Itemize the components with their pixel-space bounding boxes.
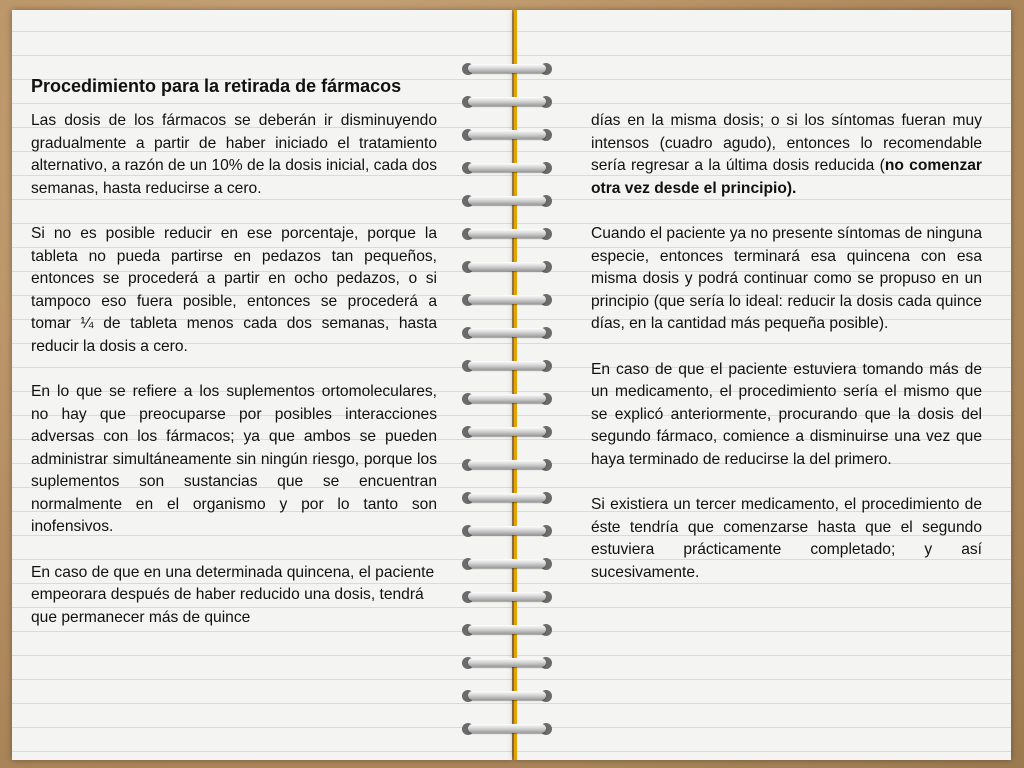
paragraph: En caso de que en una determinada quincena, el paciente empeorara después de haber reducido una dosis, tendrá que permanecer más de quince bbox=[31, 563, 435, 626]
spiral-ring bbox=[458, 392, 558, 406]
spiral-ring bbox=[458, 260, 558, 274]
spiral-ring bbox=[458, 95, 558, 109]
spiral-ring bbox=[458, 425, 558, 439]
spiral-ring bbox=[458, 524, 558, 538]
spiral-ring bbox=[458, 689, 558, 703]
spiral-ring bbox=[458, 326, 558, 340]
spiral-ring bbox=[458, 656, 558, 670]
paragraph: Cuando el paciente ya no presente síntomas de ninguna especie, entonces terminará esa quincena con esa misma dosis y podrá continuar como se propuso en un principio (que sería lo ideal: reducir la dosis cada quince días, en la cantidad más pequeña posible). bbox=[591, 225, 982, 332]
paragraph: Si existiera un tercer medicamento, el procedimiento de éste tendría que comenzarse hasta que el segundo estuviera prácticamente completado; y así sucesivamente. bbox=[591, 496, 982, 581]
spiral-ring bbox=[458, 359, 558, 373]
spiral-ring bbox=[458, 62, 558, 76]
paragraph: Las dosis de los fármacos se deberán ir disminuyendo gradualmente a partir de haber iniciado el tratamiento alternativo, a razón de un 10% de la dosis inicial, cada dos semanas, hasta reducirse a cero. bbox=[31, 112, 437, 197]
spiral-ring bbox=[458, 128, 558, 142]
spiral-ring bbox=[458, 722, 558, 736]
spiral-ring bbox=[458, 491, 558, 505]
spiral-ring bbox=[458, 590, 558, 604]
paragraph: En lo que se refiere a los suplementos ortomoleculares, no hay que preocuparse por posibles interacciones adversas con los fármacos; ya que ambos se pueden administrar simultáneamente sin ningún riesgo, porque los suplementos son sustancias que se encuentran normalmente en el organismo y por lo tanto son inofensivos. bbox=[31, 383, 437, 535]
spiral-ring bbox=[458, 194, 558, 208]
spiral-ring bbox=[458, 227, 558, 241]
left-column bbox=[31, 110, 437, 652]
paragraph-text: días en la misma dosis; o si los síntomas fueran muy intensos (cuadro agudo), entonces lo recomendable sería regresar a la última dosis reducida ( bbox=[591, 112, 982, 174]
paragraph bbox=[591, 110, 982, 200]
spiral-ring bbox=[458, 623, 558, 637]
bold-emphasis: no comenzar otra vez desde el principio). bbox=[591, 157, 982, 197]
spiral-ring bbox=[458, 557, 558, 571]
paragraph: Si no es posible reducir en ese porcentaje, porque la tableta no pueda partirse en pedazos tan pequeños, entonces se procederá a partir en ocho pedazos, o si tampoco eso fuera posible, entonces se procederá a tomar ¼ de tableta menos cada dos semanas, hasta reducir la dosis a cero. bbox=[31, 225, 437, 355]
spiral-ring bbox=[458, 458, 558, 472]
right-column bbox=[591, 110, 982, 607]
spiral-ring bbox=[458, 161, 558, 175]
page-title: Procedimiento para la retirada de fármacos bbox=[31, 76, 402, 96]
paragraph: En caso de que el paciente estuviera tomando más de un medicamento, el procedimiento sería el mismo que se explicó anteriormente, procurando que la dosis del segundo fármaco, comience a disminuirse una vez que haya terminado de reducirse la del primero. bbox=[591, 360, 982, 468]
spiral-ring bbox=[458, 293, 558, 307]
